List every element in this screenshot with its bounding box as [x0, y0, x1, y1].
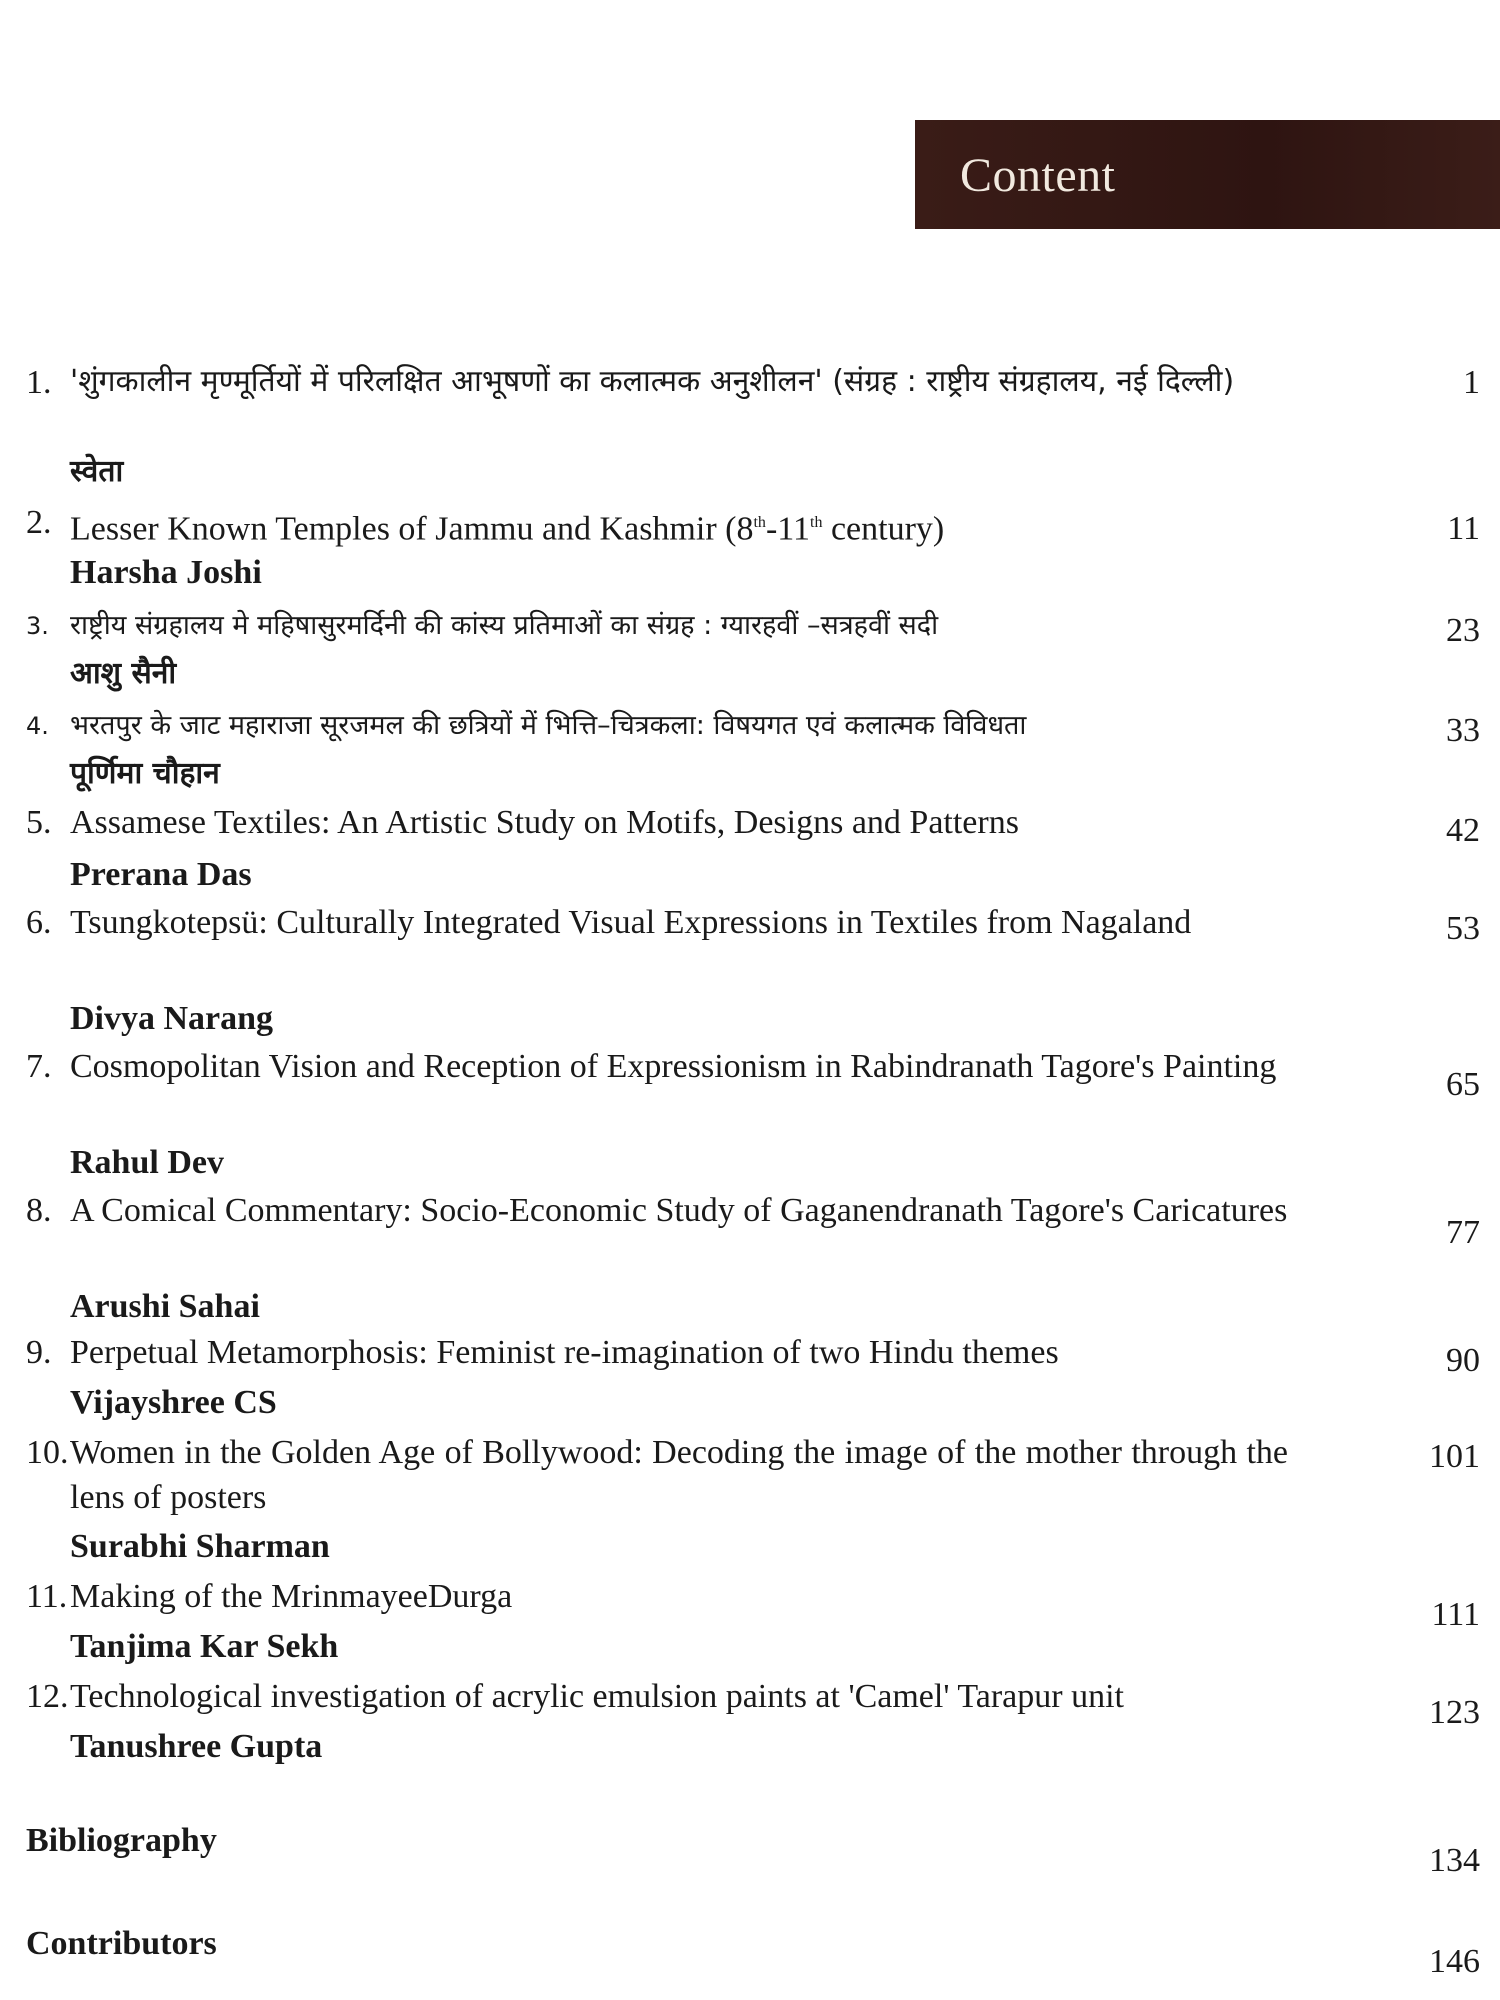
entry-page: 111: [1431, 1596, 1480, 1633]
entry-title: Assamese Textiles: An Artistic Study on Motifs, Designs and Patterns: [70, 804, 1019, 841]
entry-number: 4.: [26, 712, 49, 740]
entry-page: 1: [1463, 364, 1480, 401]
contributors-title: Contributors: [26, 1925, 217, 1962]
entry-title: Women in the Golden Age of Bollywood: Decoding the image of the mother through the lens of posters: [70, 1434, 1288, 1516]
entry-title: 'शुंगकालीन मृण्मूर्तियों में परिलक्षित आभूषणों का कलात्मक अनुशीलन' (संग्रह : राष्ट्रीय संग्रहालय, नई दिल्ली): [70, 364, 1235, 399]
entry-page: 90: [1446, 1342, 1480, 1379]
page-title: Content: [960, 149, 1116, 202]
entry-page: 65: [1446, 1066, 1480, 1103]
entry-number: 8.: [26, 1192, 52, 1229]
entry-title: Tsungkotepsü: Culturally Integrated Visual Expressions in Textiles from Nagaland: [70, 904, 1192, 941]
entry-page: 33: [1446, 712, 1480, 749]
entry-author: Surabhi Sharman: [70, 1528, 330, 1565]
entry-number: 9.: [26, 1334, 52, 1371]
entry-number: 10.: [26, 1434, 69, 1471]
entry-page: 134: [1429, 1842, 1480, 1879]
entry-title: राष्ट्रीय संग्रहालय मे महिषासुरमर्दिनी की कांस्य प्रतिमाओं का संग्रह : ग्यारहवीं –सत्रहवीं सदी: [70, 610, 939, 641]
entry-number: 12.: [26, 1678, 69, 1715]
entry-page: 42: [1446, 812, 1480, 849]
entry-number: 2.: [26, 504, 52, 541]
entry-author: Harsha Joshi: [70, 554, 262, 591]
entry-author: आशु सैनी: [70, 656, 177, 691]
entry-title: Cosmopolitan Vision and Reception of Expressionism in Rabindranath Tagore's Painting: [70, 1048, 1277, 1085]
entry-number: 5.: [26, 804, 52, 841]
entry-page: 146: [1429, 1943, 1480, 1980]
entry-title: A Comical Commentary: Socio-Economic Study of Gaganendranath Tagore's Caricatures: [70, 1192, 1288, 1229]
entry-author: स्वेता: [70, 454, 124, 489]
entry-number: 6.: [26, 904, 52, 941]
entry-author: Rahul Dev: [70, 1144, 224, 1181]
entry-author: Tanushree Gupta: [70, 1728, 323, 1765]
entry-page: 123: [1429, 1694, 1480, 1731]
entry-title: Perpetual Metamorphosis: Feminist re-imagination of two Hindu themes: [70, 1334, 1059, 1371]
entry-author: Prerana Das: [70, 856, 252, 893]
entry-number: 3.: [26, 612, 49, 640]
entry-author: Vijayshree CS: [70, 1384, 277, 1421]
entry-page: 77: [1446, 1214, 1480, 1251]
entry-author: Tanjima Kar Sekh: [70, 1628, 339, 1665]
entry-title-superscript: th: [810, 514, 823, 531]
entry-title: Technological investigation of acrylic emulsion paints at 'Camel' Tarapur unit: [70, 1678, 1124, 1715]
entry-title-superscript: th: [753, 514, 766, 531]
entry-page: 23: [1446, 612, 1480, 649]
entry-title-part: Lesser Known Temples of Jammu and Kashmir (8: [70, 510, 754, 548]
entry-author: पूर्णिमा चौहान: [70, 756, 220, 791]
entry-author: Divya Narang: [70, 1000, 274, 1037]
entry-page: 11: [1447, 510, 1480, 547]
entry-title: [70, 500, 1288, 551]
entry-title: Making of the MrinmayeeDurga: [70, 1578, 513, 1615]
entry-title-part: century): [822, 510, 945, 548]
entry-page: 101: [1429, 1438, 1480, 1475]
bibliography-title: Bibliography: [26, 1822, 217, 1859]
entry-author: Arushi Sahai: [70, 1288, 260, 1325]
entry-number: 7.: [26, 1048, 52, 1085]
entry-title: भरतपुर के जाट महाराजा सूरजमल की छत्रियों में भित्ति–चित्रकला: विषयगत एवं कलात्मक विविधता: [70, 710, 1027, 741]
entry-number: 1.: [26, 364, 52, 401]
entry-number: 11.: [26, 1578, 68, 1615]
entry-page: 53: [1446, 910, 1480, 947]
entry-title-part: -11: [765, 510, 810, 548]
